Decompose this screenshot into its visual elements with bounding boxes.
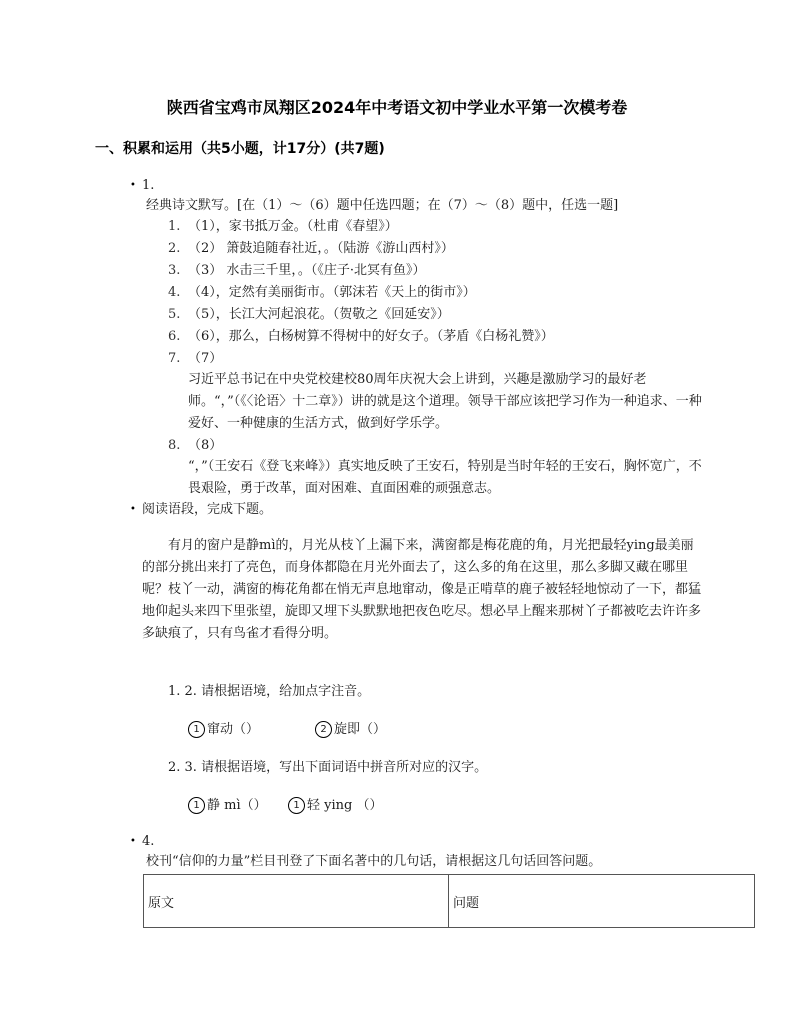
q2-sub2-option [188, 796, 267, 816]
q2-sub1-option [188, 720, 259, 740]
bullet-q2: • [130, 504, 136, 515]
q4-number: 4. [142, 834, 155, 849]
q1-item8-body: “，”（王安石《登飞来峰》）真实地反映了王安石，特别是当时年轻的王安石，胸怀宽广，不畏艰险，勇于改革，面对困难、直面困难的顽强意志。 [188, 459, 702, 496]
table-row [144, 875, 755, 928]
item-text: （3） 水击三千里，。（《庄子·北冥有鱼》） [188, 263, 426, 278]
q4-table [143, 874, 755, 928]
item-number: 3. [168, 263, 181, 278]
q1-number: 1. [142, 178, 155, 193]
option-text: 静 mì（） [207, 798, 267, 813]
q1-item [168, 217, 398, 237]
q2-instruction: 阅读语段，完成下题。 [142, 502, 273, 517]
item-number: 1. [168, 219, 181, 234]
item-text: （7） [188, 351, 223, 366]
option-text: 旋即（） [334, 722, 387, 737]
circled-number: 1 [188, 721, 205, 738]
q2-sub1-option [315, 720, 386, 740]
circled-number: 1 [288, 797, 305, 814]
table-header-cell: 问题 [449, 875, 755, 928]
item-number: 2. [168, 241, 181, 256]
bullet-q4: • [130, 836, 136, 847]
option-text: 轻 ying （） [307, 798, 383, 813]
item-text: （5），长江大河起浪花。（贺敬之《回延安》） [188, 307, 450, 322]
item-number: 7. [168, 351, 181, 366]
circled-number: 1 [188, 797, 205, 814]
q2-sub2-option [288, 796, 382, 816]
q4-instruction: 校刊“信仰的力量”栏目刊登了下面名著中的几句话，请根据这几句话回答问题。 [146, 854, 602, 869]
q2-passage: 有月的窗户是静mì的，月光从枝丫上漏下来，满窗都是梅花鹿的角，月光把最轻ying最美丽的部分挑出来打了亮色，而身体都隐在月光外面去了，这么多的角在这里，那么多脚又藏在哪里呢？枝丫一动，满窗的梅花角都在悄无声息地窜动，像是正啃草的鹿子被轻轻地惊动了一下，都猛地仰起头来四下里张望，旋即又埋下头默默地把夜色吃尽。想必早上醒来那树丫子都被吃去许许多多缺痕了，只有鸟雀才看得分明。 [142, 538, 702, 641]
q1-instruction: 经典诗文默写。[在（1）～（6）题中任选四题；在（7）～（8）题中，任选一题] [146, 198, 619, 213]
option-text: 窜动（） [207, 722, 260, 737]
item-text: （1），家书抵万金。（杜甫《春望》） [188, 219, 398, 234]
item-text: （4），定然有美丽街市。（郭沫若《天上的街市》） [188, 285, 476, 300]
q1-item [168, 283, 476, 303]
item-number: 6. [168, 329, 181, 344]
q1-item [168, 305, 450, 325]
q1-item [168, 239, 454, 259]
q1-item [168, 261, 426, 281]
item-number: 8. [168, 438, 181, 453]
item-number: 4. [168, 285, 181, 300]
item-number: 5. [168, 307, 181, 322]
bullet-q1: • [130, 180, 136, 191]
q1-item [168, 436, 222, 456]
page-title: 陕西省宝鸡市凤翔区2024年中考语文初中学业水平第一次模考卷 [166, 98, 628, 117]
item-text: （6），那么，白杨树算不得树中的好女子。（茅盾《白杨礼赞》） [188, 329, 554, 344]
circled-number: 2 [315, 721, 332, 738]
item-text: （2） 箫鼓追随春社近，。（陆游《游山西村》） [188, 241, 454, 256]
q2-sub1: 1. 2. 请根据语境，给加点字注音。 [168, 684, 371, 699]
section-heading: 一、积累和运用（共5小题，计17分）(共7题) [95, 141, 385, 157]
table-header-cell: 原文 [144, 875, 449, 928]
q1-item [168, 327, 554, 347]
q1-item [168, 349, 222, 369]
q1-item7-body: 习近平总书记在中央党校建校80周年庆祝大会上讲到，兴趣是激励学习的最好老师。“，”（《〈论语〉十二章》）讲的就是这个道理。领导干部应该把学习作为一种追求、一种爱好、一种健康的生活方式，做到好学乐学。 [188, 372, 702, 431]
q2-sub2: 2. 3. 请根据语境，写出下面词语中拼音所对应的汉字。 [168, 760, 488, 775]
item-text: （8） [188, 438, 223, 453]
